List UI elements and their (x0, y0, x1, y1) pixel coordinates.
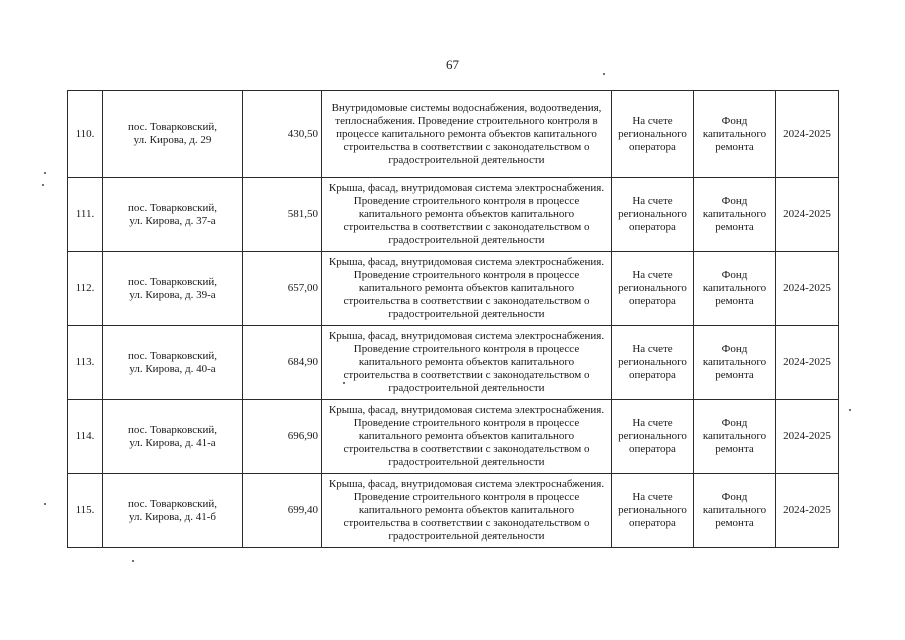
account-cell (612, 252, 694, 326)
period-cell: 2024-2025 (776, 474, 839, 548)
repair-schedule-table (67, 90, 839, 548)
address-line: пос. Товарковский, (127, 497, 218, 510)
address-line: пос. Товарковский, (127, 349, 218, 362)
account-cell (612, 474, 694, 548)
account-cell (612, 91, 694, 178)
fund-cell (694, 178, 776, 252)
fund-line: капитального (702, 356, 767, 368)
table-row (68, 474, 839, 548)
scan-speck (44, 503, 46, 505)
works-cell: Крыша, фасад, внутридомовая система электроснабжения. Проведение строительного контроля в процессе капитального ремонта объектов капитального строительства в соответствии с законодательством о градостроительной деятельности (322, 474, 612, 548)
fund-line: Фонд (721, 417, 748, 429)
period-cell: 2024-2025 (776, 400, 839, 474)
account-line: оператора (629, 517, 676, 529)
account-line: На счете (632, 114, 673, 127)
period-cell: 2024-2025 (776, 326, 839, 400)
works-cell: Крыша, фасад, внутридомовая система электроснабжения. Проведение строительного контроля в процессе капитального ремонта объектов капитального строительства в соответствии с законодательством о градостроительной деятельности (322, 326, 612, 400)
fund-line: ремонта (715, 443, 754, 455)
scan-speck (44, 172, 46, 174)
fund-line: капитального (702, 430, 767, 442)
account-line: На счете (632, 491, 673, 503)
account-line: регионального (618, 127, 687, 140)
fund-line: капитального (702, 208, 767, 220)
account-line: На счете (632, 417, 673, 429)
fund-line: капитального (702, 282, 767, 294)
scan-speck (42, 184, 44, 186)
fund-cell (694, 252, 776, 326)
area-cell: 581,50 (243, 178, 322, 252)
address-line: пос. Товарковский, (127, 275, 218, 288)
account-line: оператора (629, 369, 676, 381)
address-cell (103, 474, 243, 548)
address-line: пос. Товарковский, (127, 121, 218, 133)
account-line: оператора (629, 221, 676, 233)
fund-line: Фонд (721, 114, 748, 127)
account-line: регионального (618, 356, 687, 368)
fund-line: ремонта (715, 140, 754, 153)
scan-speck (132, 560, 134, 562)
fund-line: капитального (702, 504, 767, 516)
works-cell: Крыша, фасад, внутридомовая система электроснабжения. Проведение строительного контроля в процессе капитального ремонта объектов капитального строительства в соответствии с законодательством о градостроительной деятельности (322, 400, 612, 474)
area-cell: 657,00 (243, 252, 322, 326)
row-number: 110. (68, 91, 103, 178)
fund-line: Фонд (721, 491, 748, 503)
period-cell: 2024-2025 (776, 252, 839, 326)
fund-line: капитального (702, 127, 767, 140)
account-cell (612, 178, 694, 252)
address-cell (103, 326, 243, 400)
fund-cell (694, 91, 776, 178)
row-number: 113. (68, 326, 103, 400)
address-line: ул. Кирова, д. 41-б (128, 510, 217, 523)
fund-line: Фонд (721, 195, 748, 207)
address-cell (103, 400, 243, 474)
address-line: ул. Кирова, д. 41-а (129, 436, 216, 449)
works-cell: Крыша, фасад, внутридомовая система электроснабжения. Проведение строительного контроля в процессе капитального ремонта объектов капитального строительства в соответствии с законодательством о градостроительной деятельности (322, 252, 612, 326)
account-line: оператора (629, 443, 676, 455)
account-line: На счете (632, 269, 673, 281)
works-cell: Крыша, фасад, внутридомовая система электроснабжения. Проведение строительного контроля в процессе капитального ремонта объектов капитального строительства в соответствии с законодательством о градостроительной деятельности (322, 178, 612, 252)
fund-line: ремонта (715, 295, 754, 307)
fund-line: Фонд (721, 269, 748, 281)
fund-line: ремонта (715, 369, 754, 381)
scan-speck (849, 409, 851, 411)
address-line: ул. Кирова, д. 40-а (129, 362, 216, 375)
area-cell: 696,90 (243, 400, 322, 474)
table-row (68, 91, 839, 178)
account-line: оператора (629, 140, 676, 153)
account-line: регионального (618, 208, 687, 220)
address-line: ул. Кирова, д. 29 (133, 134, 212, 146)
address-line: ул. Кирова, д. 39-а (129, 288, 216, 301)
area-cell: 430,50 (243, 91, 322, 178)
fund-line: ремонта (715, 517, 754, 529)
address-line: ул. Кирова, д. 37-а (129, 214, 216, 227)
table-row (68, 400, 839, 474)
account-line: регионального (618, 282, 687, 294)
account-line: оператора (629, 295, 676, 307)
row-number: 111. (68, 178, 103, 252)
address-cell (103, 252, 243, 326)
area-cell: 684,90 (243, 326, 322, 400)
row-number: 114. (68, 400, 103, 474)
account-line: регионального (618, 430, 687, 442)
area-cell: 699,40 (243, 474, 322, 548)
fund-line: Фонд (721, 343, 748, 355)
account-line: На счете (632, 195, 673, 207)
fund-cell (694, 474, 776, 548)
fund-cell (694, 400, 776, 474)
account-line: На счете (632, 343, 673, 355)
scan-speck (343, 382, 345, 384)
fund-cell (694, 326, 776, 400)
page-number: 67 (446, 57, 459, 72)
row-number: 115. (68, 474, 103, 548)
table-row (68, 252, 839, 326)
table-row (68, 178, 839, 252)
address-cell (103, 91, 243, 178)
fund-line: ремонта (715, 221, 754, 233)
account-cell (612, 400, 694, 474)
period-cell: 2024-2025 (776, 91, 839, 178)
address-line: пос. Товарковский, (127, 201, 218, 214)
address-cell (103, 178, 243, 252)
address-line: пос. Товарковский, (127, 423, 218, 436)
period-cell: 2024-2025 (776, 178, 839, 252)
account-cell (612, 326, 694, 400)
row-number: 112. (68, 252, 103, 326)
scan-speck (603, 73, 605, 75)
works-cell: Внутридомовые системы водоснабжения, водоотведения, теплоснабжения. Проведение строительного контроля в процессе капитального ремонта объектов капитального строительства в соответствии с законодательством о градостроительной деятельности (322, 91, 612, 178)
account-line: регионального (618, 504, 687, 516)
table-row (68, 326, 839, 400)
